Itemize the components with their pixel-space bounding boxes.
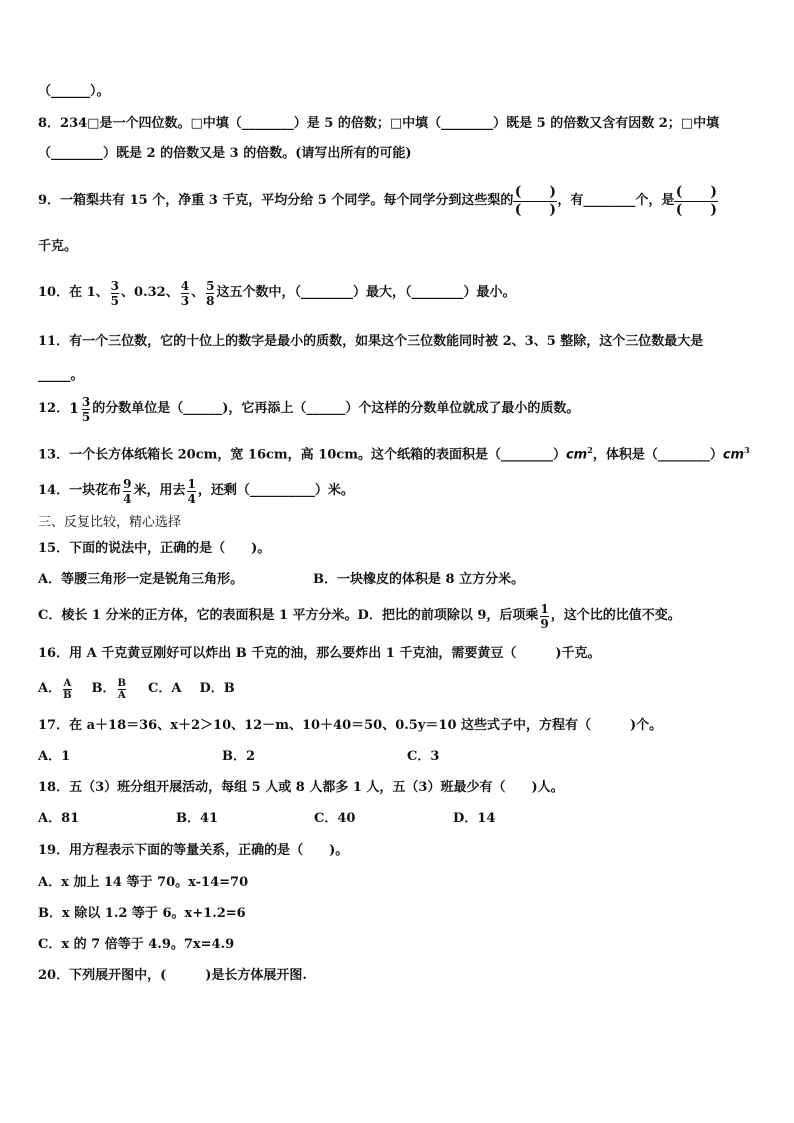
q10-f2-num: 4 [180, 278, 190, 293]
q12-fraction [82, 395, 90, 424]
q15-f-num: 1 [540, 601, 549, 616]
q16-options [38, 672, 235, 706]
q16-option-d: D．B [199, 681, 235, 696]
section-3-heading: 三、反复比较，精心选择 [38, 515, 182, 530]
q16-option-b-fraction [118, 678, 126, 701]
q14-f2-den: 4 [187, 491, 196, 506]
q15-fraction-1-9 [540, 602, 548, 631]
q9-frac2-num: ( ) [675, 183, 718, 200]
q10-f2-den: 3 [180, 293, 190, 308]
q16-a-num: A [63, 677, 72, 689]
q13-text1: 13．一个长方体纸箱长 20cm，宽 16cm，高 10cm。这个纸箱的表面积是（________） [38, 447, 566, 463]
q11-line1: 11．有一个三位数，它的十位上的数字是最小的质数，如果这个三位数能同时被 2、3、5 整除，这个三位数最大是 [38, 334, 704, 349]
q10-mid2: 、 [191, 285, 205, 300]
q19-stem: 19．用方程表示下面的等量关系，正确的是（ )。 [38, 843, 349, 858]
q16-a-den: B [63, 689, 72, 701]
q9-frac1-num: ( ) [514, 183, 557, 200]
q18-option-a: A．81 [38, 811, 80, 826]
q12-prefix: 12． [38, 401, 70, 416]
q7-tail: （______）。 [38, 84, 110, 99]
q11-line2: _____。 [38, 368, 84, 383]
q13-unit2: cm [722, 447, 745, 463]
q10-f1-den: 5 [110, 293, 120, 308]
q19-option-a: A．x 加上 14 等于 70。x-14=70 [38, 875, 249, 890]
q10-prefix: 10．在 1、 [38, 285, 109, 300]
q9-text-part2: ，有________个，是 [557, 193, 675, 208]
q13-line [38, 441, 750, 464]
q14-f1-num: 9 [123, 476, 132, 491]
q17-option-c: C．3 [407, 749, 440, 764]
q9-line1 [38, 183, 718, 219]
q18-stem: 18．五（3）班分组开展活动，每组 5 人或 8 人都多 1 人，五（3）班最少有（ )人。 [38, 780, 564, 795]
q10-line [38, 274, 515, 312]
q10-fraction-3-5 [111, 279, 119, 308]
q9-line2: 千克。 [38, 239, 78, 254]
q13-text2: ，体积是（________） [592, 447, 723, 463]
q17-stem: 17．在 a＋18＝36、x＋2＞10、12－m、10＋40＝50、0.5y＝10 这些式子中，方程有（ )个。 [38, 718, 663, 733]
q14-line [38, 472, 354, 510]
q19-option-c: C．x 的 7 倍等于 4.9。7x=4.9 [38, 937, 235, 952]
q15-f-den: 9 [540, 616, 549, 631]
q14-mid: 米，用去 [133, 483, 186, 498]
q9-fraction-blank-2 [674, 184, 718, 219]
q17-option-a: A．1 [38, 749, 71, 764]
q19-option-b: B．x 除以 1.2 等于 6。x+1.2=6 [38, 906, 246, 921]
q12-num: 3 [81, 394, 91, 409]
q12-mixed-number [69, 395, 92, 424]
q15-cd-suffix: ，这个比的比值不变。 [550, 608, 681, 623]
q16-option-a-fraction [63, 678, 71, 701]
q9-frac2-den: ( ) [675, 201, 718, 218]
q12-den: 5 [81, 409, 91, 424]
q15-stem: 15．下面的说法中，正确的是（ )。 [38, 541, 271, 556]
q12-whole: 1 [69, 401, 79, 417]
q10-fraction-4-3 [181, 279, 189, 308]
q13-exp2: 3 [744, 445, 750, 455]
q14-f1-den: 4 [123, 491, 132, 506]
q16-option-a-label: A． [38, 681, 62, 696]
q10-f1-num: 3 [110, 278, 120, 293]
q17-option-b: B．2 [222, 749, 256, 764]
q10-mid1: 、0.32、 [121, 285, 179, 300]
q12-suffix: 的分数单位是（______)，它再添上（______）个这样的分数单位就成了最小的质数。 [92, 401, 580, 416]
q14-fraction-1-4 [187, 477, 195, 506]
q16-option-b-label: B． [91, 681, 116, 696]
q13-exp1: 2 [587, 445, 593, 455]
q15-option-b: B．一块橡皮的体积是 8 立方分米。 [313, 572, 525, 587]
q15-options-cd [38, 597, 681, 635]
q9-frac1-den: ( ) [514, 201, 557, 218]
q16-b-den: A [117, 689, 126, 701]
q14-suffix: ，还剩（__________）米。 [197, 483, 354, 498]
q14-f2-num: 1 [187, 476, 196, 491]
q12-line [38, 390, 579, 428]
q16-b-num: B [117, 677, 126, 689]
q14-prefix: 14．一块花布 [38, 483, 122, 498]
q10-f3-num: 5 [206, 278, 215, 293]
q14-fraction-9-4 [123, 477, 131, 506]
q16-stem: 16．用 A 千克黄豆刚好可以炸出 B 千克的油，那么要炸出 1 千克油，需要黄豆（ )千克。 [38, 646, 601, 661]
q15-cd-prefix: C．棱长 1 分米的正方体，它的表面积是 1 平方分米。D．把比的前项除以 9，后项乘 [38, 608, 539, 623]
q15-option-a: A．等腰三角形一定是锐角三角形。 [38, 572, 244, 587]
q8-line2: （________）既是 2 的倍数又是 3 的倍数。(请写出所有的可能) [38, 146, 412, 161]
q10-suffix: 这五个数中，（________）最大，（________）最小。 [216, 285, 516, 300]
q18-option-d: D．14 [453, 811, 496, 826]
q20-stem: 20．下列展开图中，( )是长方体展开图. [38, 968, 307, 983]
q10-fraction-5-8 [206, 279, 214, 308]
q9-fraction-blank-1 [513, 184, 557, 219]
q10-f3-den: 8 [206, 293, 215, 308]
q8-line1: 8．234□是一个四位数。□中填（________）是 5 的倍数；□中填（________）既是 5 的倍数又含有因数 2；□中填 [38, 116, 720, 131]
q18-option-c: C．40 [314, 811, 356, 826]
q13-unit1: cm [565, 447, 588, 463]
q18-option-b: B．41 [176, 811, 219, 826]
q9-text-part1: 9．一箱梨共有 15 个，净重 3 千克，平均分给 5 个同学。每个同学分到这些梨的 [38, 193, 514, 208]
q16-option-c: C．A [148, 681, 182, 696]
